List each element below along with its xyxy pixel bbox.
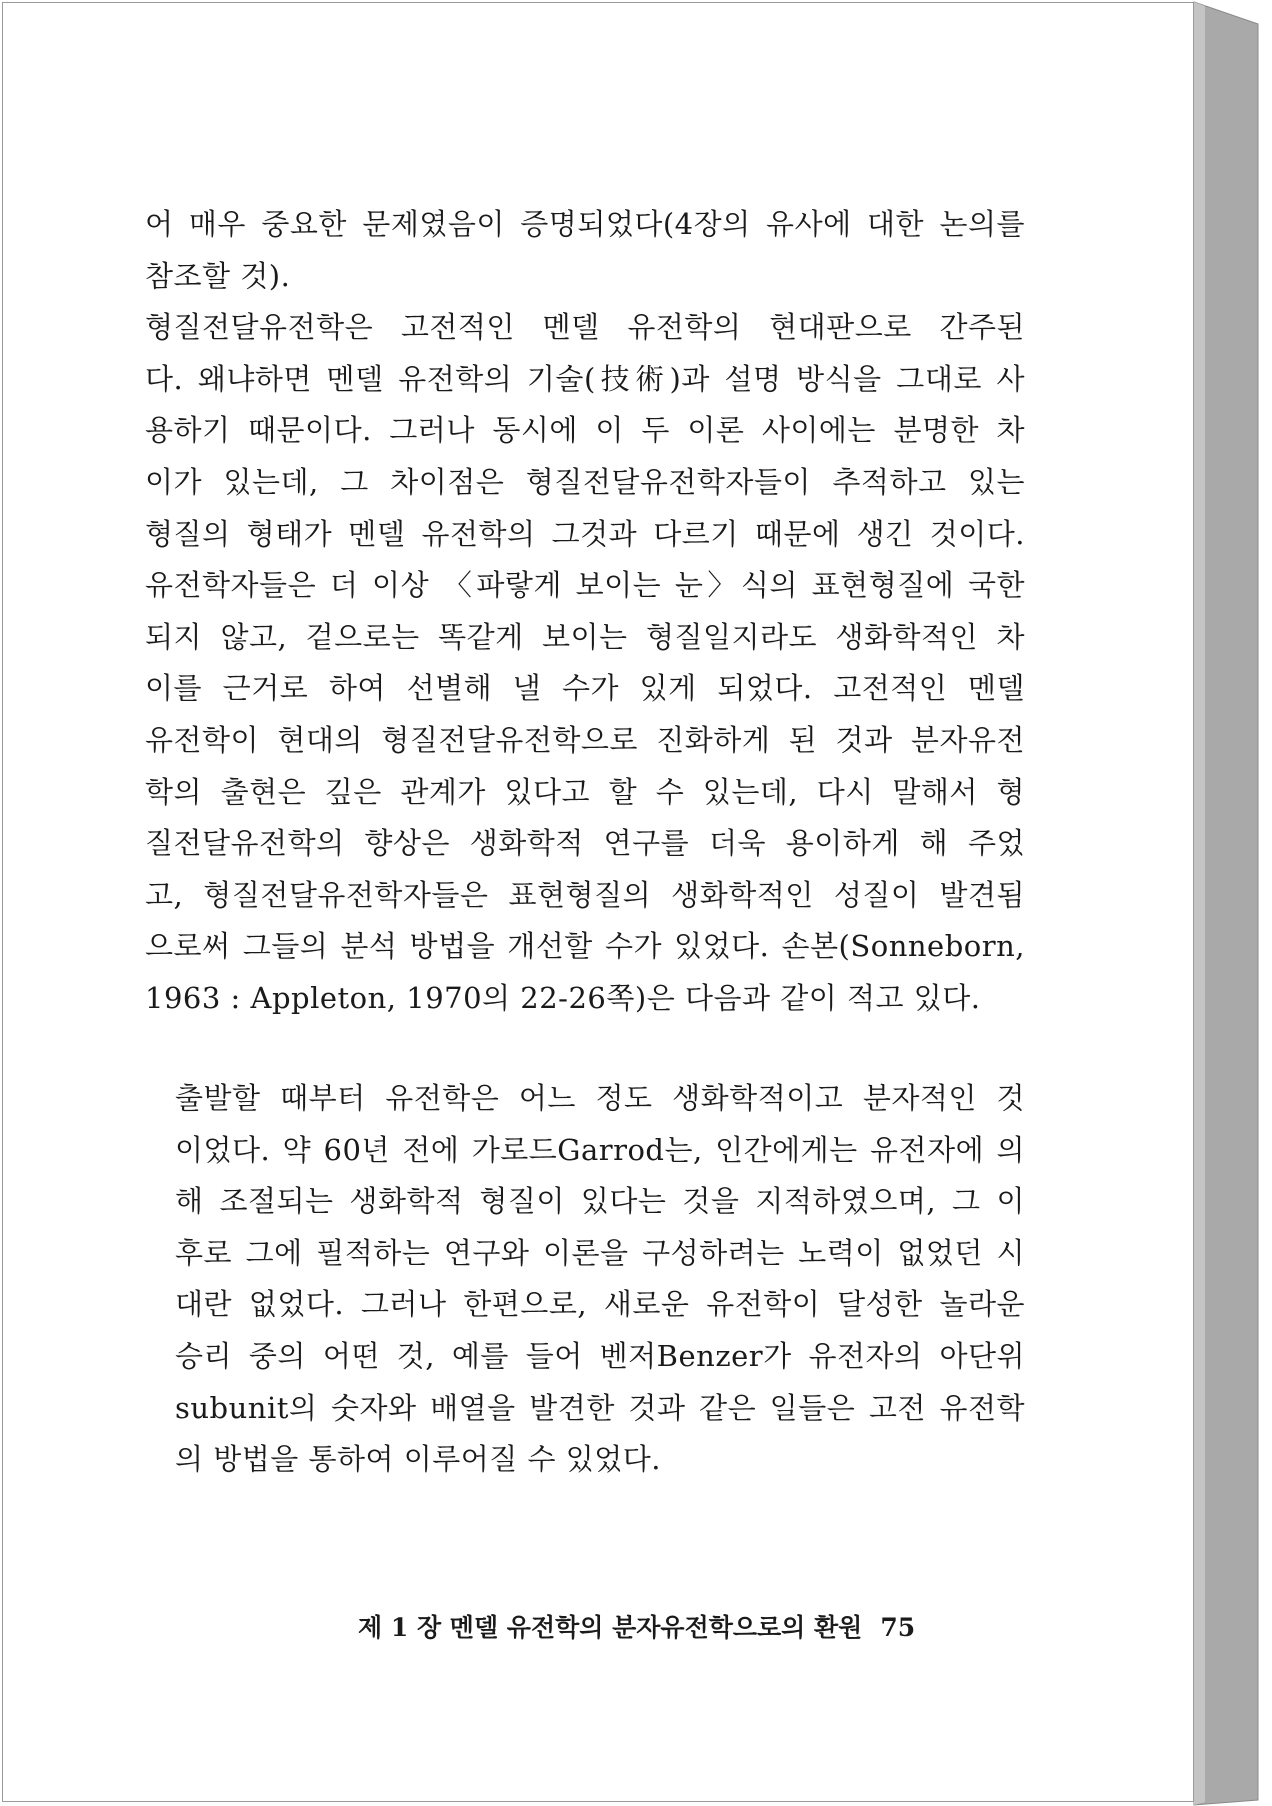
quote-line: 이었다. 약 60년 전에 가로드Garrod는, 인간에게는 유전자에 의 bbox=[175, 1132, 1025, 1167]
body-line: 1963 : Appleton, 1970의 22-26쪽)은 다음과 같이 적고 있다. bbox=[145, 980, 981, 1015]
quote-line: 출발할 때부터 유전학은 어느 정도 생화학적이고 분자적인 것 bbox=[175, 1081, 1025, 1115]
body-line: 유전학이 현대의 형질전달유전학으로 진화하게 된 것과 분자유전 bbox=[145, 722, 1025, 757]
body-line: 다. 왜냐하면 멘델 유전학의 기술(技術)과 설명 방식을 그대로 사 bbox=[145, 361, 1025, 396]
running-title: 제 1 장 멘델 유전학의 분자유전학으로의 환원 bbox=[358, 1613, 863, 1642]
quote-line: subunit의 숫자와 배열을 발견한 것과 같은 일들은 고전 유전학 bbox=[175, 1390, 1025, 1425]
page-number: 75 bbox=[880, 1613, 916, 1642]
quote-line: 후로 그에 필적하는 연구와 이론을 구성하려는 노력이 없었던 시 bbox=[175, 1235, 1025, 1270]
running-footer bbox=[358, 1608, 978, 1644]
body-line: 형질의 형태가 멘델 유전학의 그것과 다르기 때문에 생긴 것이다. bbox=[145, 516, 1025, 551]
block-quote bbox=[175, 1073, 1025, 1486]
quote-line: 의 방법을 통하여 이루어질 수 있었다. bbox=[175, 1442, 662, 1477]
body-line: 학의 출현은 깊은 관계가 있다고 할 수 있는데, 다시 말해서 형 bbox=[145, 774, 1025, 809]
quote-line: 해 조절되는 생화학적 형질이 있다는 것을 지적하였으며, 그 이 bbox=[175, 1184, 1025, 1219]
book-edge-shade bbox=[1194, 2, 1205, 1805]
body-line: 유전학자들은 더 이상 〈파랗게 보이는 눈〉식의 표현형질에 국한 bbox=[145, 568, 1025, 603]
body-line: 참조할 것). bbox=[145, 258, 291, 293]
quote-line: 대란 없었다. 그러나 한편으로, 새로운 유전학이 달성한 놀라운 bbox=[175, 1287, 1025, 1322]
body-line: 용하기 때문이다. 그러나 동시에 이 두 이론 사이에는 분명한 차 bbox=[145, 413, 1025, 448]
body-line: 이가 있는데, 그 차이점은 형질전달유전학자들이 추적하고 있는 bbox=[145, 464, 1025, 499]
body-line: 어 매우 중요한 문제였음이 증명되었다(4장의 유사에 대한 논의를 bbox=[145, 207, 1025, 241]
body-paragraphs bbox=[145, 199, 1025, 1025]
body-line: 고, 형질전달유전학자들은 표현형질의 생화학적인 성질이 발견됨 bbox=[145, 877, 1025, 912]
body-line: 형질전달유전학은 고전적인 멘델 유전학의 현대판으로 간주된 bbox=[145, 310, 1025, 345]
body-line: 이를 근거로 하여 선별해 낼 수가 있게 되었다. 고전적인 멘델 bbox=[145, 671, 1025, 706]
body-line: 질전달유전학의 향상은 생화학적 연구를 더욱 용이하게 해 주었 bbox=[145, 826, 1025, 861]
body-line: 되지 않고, 겉으로는 똑같게 보이는 형질일지라도 생화학적인 차 bbox=[145, 619, 1025, 654]
body-line: 으로써 그들의 분석 방법을 개선할 수가 있었다. 손본(Sonneborn, bbox=[145, 929, 1025, 964]
book-page bbox=[2, 2, 1194, 1802]
quote-line: 승리 중의 어떤 것, 예를 들어 벤저Benzer가 유전자의 아단위 bbox=[175, 1338, 1025, 1373]
